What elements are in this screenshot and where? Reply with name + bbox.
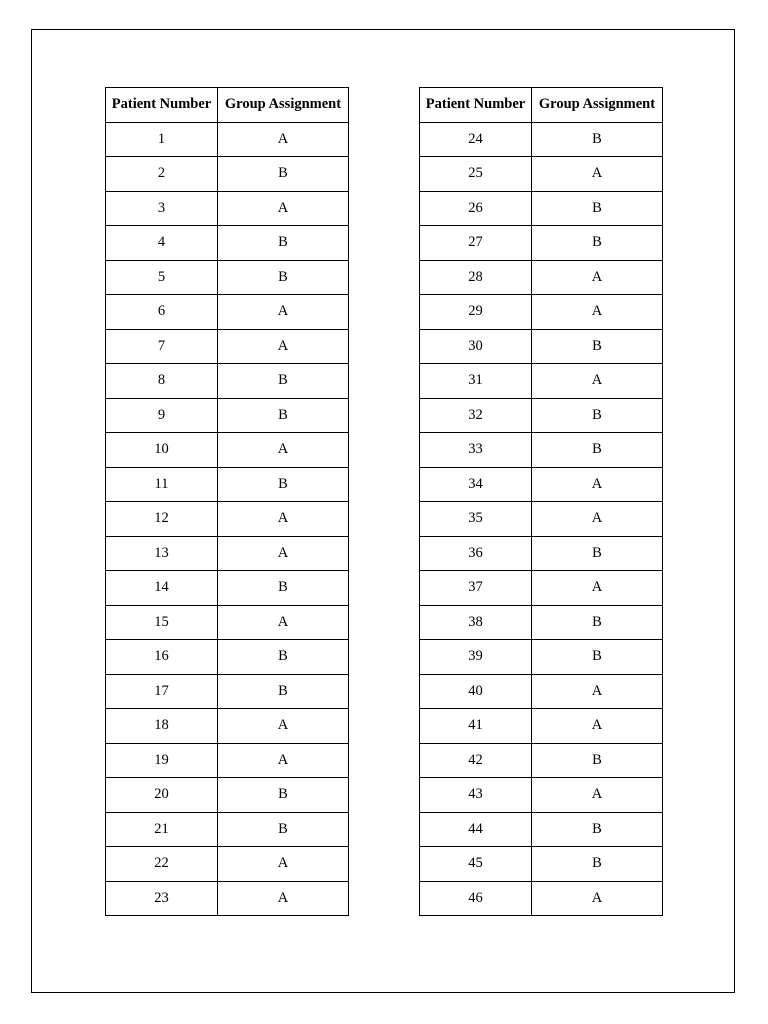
table-row <box>106 329 349 364</box>
cell-group-assignment: B <box>532 433 663 468</box>
assignment-table-right <box>419 87 663 916</box>
cell-patient-number: 19 <box>106 743 218 778</box>
table-row <box>420 226 663 261</box>
cell-patient-number: 33 <box>420 433 532 468</box>
table-row <box>106 226 349 261</box>
table-row <box>420 433 663 468</box>
cell-patient-number: 40 <box>420 674 532 709</box>
table-row <box>106 571 349 606</box>
cell-group-assignment: A <box>218 536 349 571</box>
cell-patient-number: 18 <box>106 709 218 744</box>
table-row <box>420 398 663 433</box>
cell-patient-number: 1 <box>106 122 218 157</box>
cell-patient-number: 31 <box>420 364 532 399</box>
cell-group-assignment: B <box>532 812 663 847</box>
cell-patient-number: 20 <box>106 778 218 813</box>
cell-patient-number: 34 <box>420 467 532 502</box>
cell-patient-number: 5 <box>106 260 218 295</box>
cell-group-assignment: A <box>532 502 663 537</box>
table-row <box>106 364 349 399</box>
assignment-table-left <box>105 87 349 916</box>
cell-group-assignment: A <box>532 709 663 744</box>
table-row <box>106 295 349 330</box>
cell-patient-number: 36 <box>420 536 532 571</box>
table-row <box>420 467 663 502</box>
table-header-row <box>420 88 663 123</box>
cell-patient-number: 8 <box>106 364 218 399</box>
table-row <box>420 709 663 744</box>
cell-group-assignment: B <box>532 398 663 433</box>
cell-patient-number: 17 <box>106 674 218 709</box>
cell-group-assignment: A <box>532 881 663 916</box>
cell-patient-number: 37 <box>420 571 532 606</box>
table-row <box>106 709 349 744</box>
table-row <box>106 812 349 847</box>
cell-group-assignment: A <box>532 260 663 295</box>
cell-group-assignment: A <box>218 709 349 744</box>
cell-group-assignment: B <box>532 640 663 675</box>
table-row <box>420 329 663 364</box>
cell-patient-number: 29 <box>420 295 532 330</box>
cell-group-assignment: A <box>218 433 349 468</box>
table-row <box>106 191 349 226</box>
cell-patient-number: 21 <box>106 812 218 847</box>
cell-patient-number: 46 <box>420 881 532 916</box>
table-row <box>106 640 349 675</box>
table-row <box>106 467 349 502</box>
cell-patient-number: 32 <box>420 398 532 433</box>
cell-group-assignment: A <box>532 467 663 502</box>
cell-patient-number: 28 <box>420 260 532 295</box>
cell-patient-number: 45 <box>420 847 532 882</box>
cell-group-assignment: B <box>218 157 349 192</box>
cell-group-assignment: B <box>218 640 349 675</box>
table-header-row <box>106 88 349 123</box>
table-row <box>420 881 663 916</box>
cell-patient-number: 39 <box>420 640 532 675</box>
cell-group-assignment: A <box>532 157 663 192</box>
cell-group-assignment: B <box>218 467 349 502</box>
cell-patient-number: 4 <box>106 226 218 261</box>
table-row <box>420 812 663 847</box>
cell-group-assignment: B <box>218 674 349 709</box>
table-row <box>106 433 349 468</box>
cell-patient-number: 12 <box>106 502 218 537</box>
cell-group-assignment: B <box>532 122 663 157</box>
header-group-assignment: Group Assignment <box>218 88 349 123</box>
table-row <box>420 502 663 537</box>
cell-patient-number: 10 <box>106 433 218 468</box>
table-row <box>106 536 349 571</box>
cell-patient-number: 13 <box>106 536 218 571</box>
cell-group-assignment: A <box>218 295 349 330</box>
cell-patient-number: 38 <box>420 605 532 640</box>
table-row <box>420 364 663 399</box>
table-row <box>106 398 349 433</box>
cell-patient-number: 26 <box>420 191 532 226</box>
table-row <box>420 295 663 330</box>
table-row <box>106 847 349 882</box>
cell-patient-number: 41 <box>420 709 532 744</box>
table-row <box>106 157 349 192</box>
table-row <box>106 674 349 709</box>
cell-group-assignment: B <box>532 847 663 882</box>
cell-group-assignment: A <box>532 778 663 813</box>
table-row <box>420 778 663 813</box>
cell-patient-number: 16 <box>106 640 218 675</box>
cell-group-assignment: B <box>532 226 663 261</box>
table-row <box>106 881 349 916</box>
cell-patient-number: 22 <box>106 847 218 882</box>
cell-group-assignment: A <box>218 502 349 537</box>
cell-patient-number: 35 <box>420 502 532 537</box>
table-row <box>106 605 349 640</box>
cell-group-assignment: B <box>532 536 663 571</box>
cell-patient-number: 9 <box>106 398 218 433</box>
cell-patient-number: 14 <box>106 571 218 606</box>
table-row <box>420 536 663 571</box>
cell-patient-number: 43 <box>420 778 532 813</box>
cell-group-assignment: A <box>532 295 663 330</box>
cell-patient-number: 42 <box>420 743 532 778</box>
table-row <box>420 847 663 882</box>
cell-group-assignment: A <box>218 881 349 916</box>
header-group-assignment: Group Assignment <box>532 88 663 123</box>
cell-group-assignment: B <box>532 191 663 226</box>
cell-group-assignment: B <box>218 778 349 813</box>
cell-group-assignment: B <box>218 812 349 847</box>
cell-group-assignment: B <box>532 605 663 640</box>
table-row <box>420 157 663 192</box>
cell-patient-number: 15 <box>106 605 218 640</box>
cell-group-assignment: A <box>218 122 349 157</box>
table-row <box>106 502 349 537</box>
cell-group-assignment: B <box>218 364 349 399</box>
header-patient-number: Patient Number <box>420 88 532 123</box>
cell-group-assignment: A <box>218 605 349 640</box>
cell-patient-number: 30 <box>420 329 532 364</box>
table-row <box>420 260 663 295</box>
table-row <box>106 260 349 295</box>
table-row <box>106 743 349 778</box>
cell-group-assignment: A <box>532 364 663 399</box>
cell-patient-number: 23 <box>106 881 218 916</box>
cell-group-assignment: B <box>218 571 349 606</box>
cell-group-assignment: A <box>218 191 349 226</box>
table-row <box>106 122 349 157</box>
table-row <box>106 778 349 813</box>
cell-group-assignment: A <box>218 847 349 882</box>
cell-patient-number: 24 <box>420 122 532 157</box>
table-row <box>420 605 663 640</box>
cell-group-assignment: B <box>532 329 663 364</box>
cell-group-assignment: A <box>532 674 663 709</box>
table-row <box>420 640 663 675</box>
header-patient-number: Patient Number <box>106 88 218 123</box>
table-row <box>420 743 663 778</box>
cell-patient-number: 27 <box>420 226 532 261</box>
cell-patient-number: 3 <box>106 191 218 226</box>
table-row <box>420 122 663 157</box>
cell-patient-number: 6 <box>106 295 218 330</box>
cell-group-assignment: A <box>218 329 349 364</box>
cell-patient-number: 7 <box>106 329 218 364</box>
cell-group-assignment: B <box>218 260 349 295</box>
cell-group-assignment: B <box>218 226 349 261</box>
cell-patient-number: 11 <box>106 467 218 502</box>
table-row <box>420 571 663 606</box>
cell-patient-number: 44 <box>420 812 532 847</box>
cell-group-assignment: A <box>532 571 663 606</box>
cell-patient-number: 25 <box>420 157 532 192</box>
table-row <box>420 674 663 709</box>
cell-group-assignment: A <box>218 743 349 778</box>
cell-group-assignment: B <box>532 743 663 778</box>
table-row <box>420 191 663 226</box>
cell-patient-number: 2 <box>106 157 218 192</box>
cell-group-assignment: B <box>218 398 349 433</box>
